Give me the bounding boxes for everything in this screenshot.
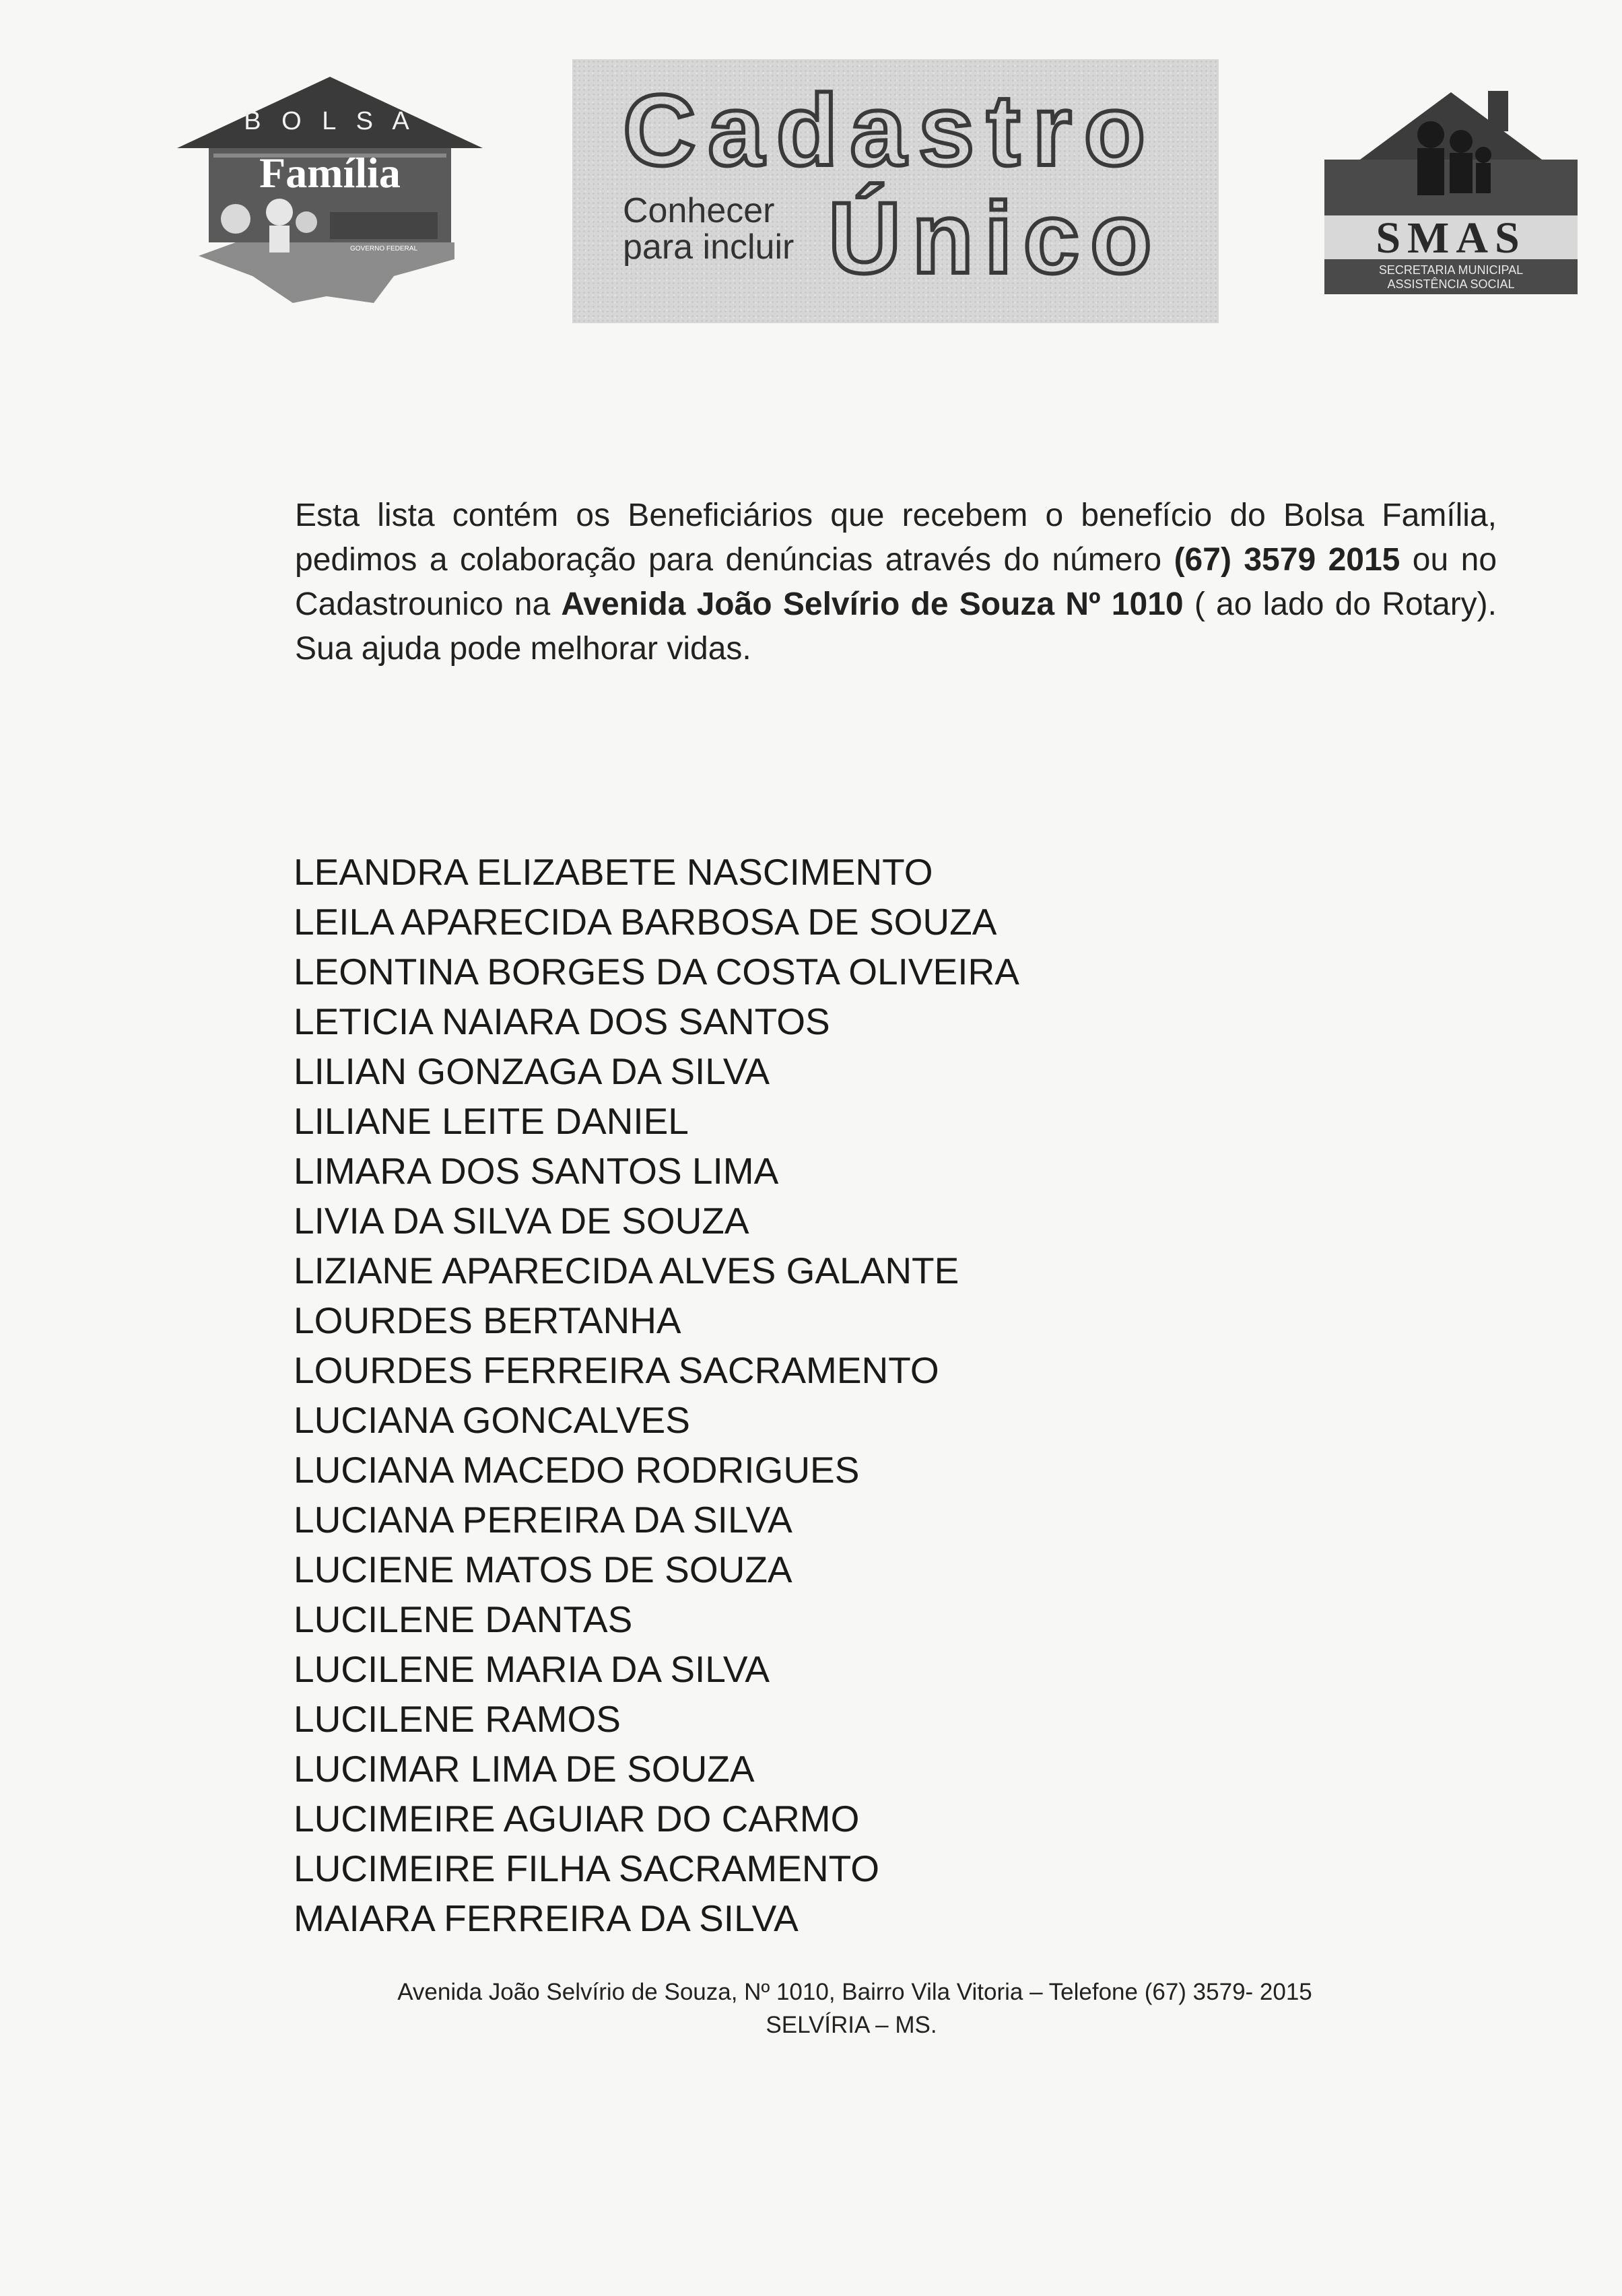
- list-item: LUCIMAR LIMA DE SOUZA: [294, 1748, 755, 1790]
- list-item: LUCILENE RAMOS: [294, 1698, 621, 1740]
- bolsa-logo-seal-text: GOVERNO FEDERAL: [349, 245, 418, 252]
- list-item: LUCILENE MARIA DA SILVA: [294, 1648, 770, 1690]
- bolsa-familia-logo: [172, 74, 488, 316]
- intro-text-1: Esta lista contém os Beneficiários que recebem o benefício do Bolsa Família, pedimos a colaboração para denúncias através do número: [295, 498, 1497, 578]
- list-item: LOURDES FERREIRA SACRAMENTO: [294, 1349, 939, 1391]
- list-item: LUCIMEIRE FILHA SACRAMENTO: [294, 1848, 879, 1889]
- list-item: LILIAN GONZAGA DA SILVA: [294, 1050, 770, 1092]
- smas-line1: SECRETARIA MUNICIPAL: [1378, 263, 1524, 277]
- list-item: LEANDRA ELIZABETE NASCIMENTO: [294, 851, 933, 893]
- cadastro-title-unico: Único: [828, 181, 1163, 294]
- list-item: LOURDES BERTANHA: [294, 1299, 681, 1341]
- smas-logo: [1320, 84, 1582, 300]
- list-item: LIVIA DA SILVA DE SOUZA: [294, 1200, 749, 1242]
- footer-address: Avenida João Selvírio de Souza, Nº 1010, Bairro Vila Vitoria – Telefone (67) 3579- 2015: [397, 1979, 1312, 2005]
- footer-city: SELVÍRIA – MS.: [766, 2012, 937, 2038]
- smas-line2: ASSISTÊNCIA SOCIAL: [1387, 277, 1515, 291]
- cadastro-tagline-line1: Conhecer: [623, 191, 775, 230]
- list-item: LEONTINA BORGES DA COSTA OLIVEIRA: [294, 951, 1019, 992]
- contact-phone: (67) 3579 2015: [1174, 542, 1400, 578]
- list-item: LUCILENE DANTAS: [294, 1598, 633, 1640]
- cadastro-tagline: [623, 193, 794, 265]
- list-item: LUCIMEIRE AGUIAR DO CARMO: [294, 1798, 860, 1839]
- list-item: MAIARA FERREIRA DA SILVA: [294, 1897, 799, 1939]
- beneficiaries-list: [294, 847, 1019, 1943]
- list-item: LIZIANE APARECIDA ALVES GALANTE: [294, 1250, 959, 1291]
- list-item: LUCIANA PEREIRA DA SILVA: [294, 1499, 792, 1541]
- intro-text-2: ou no Cadastrounico na: [295, 542, 1497, 622]
- intro-paragraph: [295, 494, 1497, 671]
- bolsa-logo-top-text: B O L S A: [244, 107, 416, 135]
- list-item: LILIANE LEITE DANIEL: [294, 1100, 689, 1142]
- intro-text-3: ( ao lado do Rotary). Sua ajuda pode melhorar vidas.: [295, 586, 1497, 667]
- list-item: LUCIENE MATOS DE SOUZA: [294, 1549, 792, 1590]
- bolsa-logo-main-text: Família: [259, 149, 401, 197]
- cadastro-unico-logo: [572, 59, 1219, 323]
- smas-acronym: SMAS: [1376, 213, 1526, 263]
- cadastro-title: Cadastro: [623, 73, 1158, 187]
- list-item: LEILA APARECIDA BARBOSA DE SOUZA: [294, 901, 997, 943]
- list-item: LIMARA DOS SANTOS LIMA: [294, 1150, 779, 1192]
- contact-address: Avenida João Selvírio de Souza Nº 1010: [561, 586, 1184, 622]
- list-item: LUCIANA MACEDO RODRIGUES: [294, 1449, 860, 1491]
- list-item: LUCIANA GONCALVES: [294, 1399, 690, 1441]
- cadastro-tagline-line2: para incluir: [623, 228, 795, 267]
- list-item: LETICIA NAIARA DOS SANTOS: [294, 1001, 830, 1042]
